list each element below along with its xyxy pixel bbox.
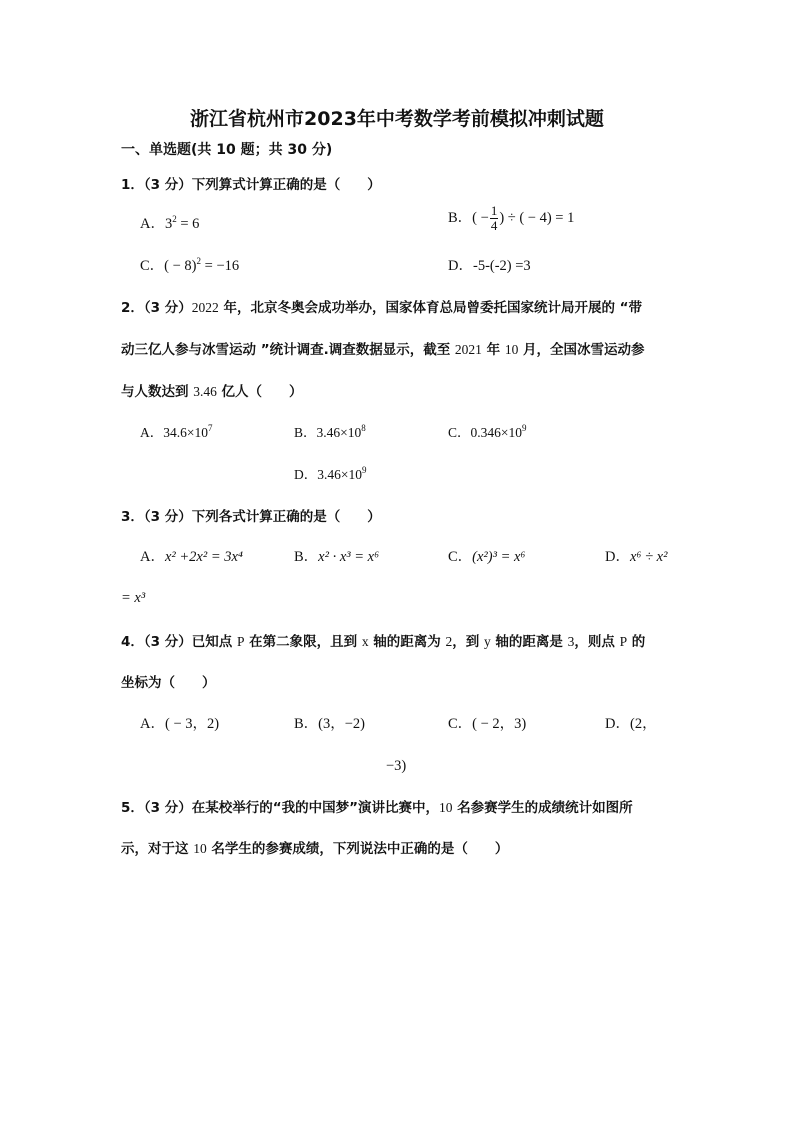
option-label: D． (605, 716, 630, 732)
q2-number-value: 3.46 (193, 384, 217, 399)
q5-count: 10 (438, 800, 453, 815)
q4-text: 4．（3 分）已知点 (121, 634, 237, 650)
math-exponent: 9 (362, 465, 367, 475)
q1-option-b[interactable] (448, 204, 574, 233)
q4-var: P (619, 634, 628, 649)
q3-option-d[interactable] (605, 545, 667, 566)
option-label: D． (605, 549, 630, 565)
q2-option-b[interactable] (294, 421, 366, 441)
q4-text: 轴的距离为 (368, 634, 446, 650)
math-base: 3 (164, 216, 173, 232)
math-exponent: 2 (196, 256, 202, 266)
q5-text: 名学生的参赛成绩，下列说法中正确的是（ ） (206, 841, 509, 857)
math-exponent: 7 (208, 423, 213, 433)
q1-option-c[interactable] (140, 254, 239, 275)
q2-text: 年 (481, 342, 505, 358)
q4-value: 3 (567, 634, 575, 649)
q4-text: 的 (627, 634, 646, 650)
fraction-numerator: 1 (490, 203, 498, 218)
q2-option-c[interactable] (448, 421, 527, 441)
math-expression: x⁶ ÷ x² (629, 549, 668, 565)
q1-stem: 1．（3 分）下列算式计算正确的是（ ） (121, 177, 381, 193)
q4-text: 在第二象限，且到 (244, 634, 362, 650)
q4-option-a[interactable] (140, 712, 219, 733)
option-text: ( − 3，2) (164, 716, 220, 732)
q4-var: P (236, 634, 245, 649)
math-rest: = −16 (201, 258, 240, 274)
option-label: C． (448, 425, 471, 440)
q4-stem-line2: 坐标为（ ） (121, 675, 216, 691)
math-exponent: 9 (522, 423, 527, 433)
math-base: 0.346×10 (470, 425, 523, 440)
q2-month: 10 (504, 342, 519, 357)
q5-text: 示，对于这 (121, 841, 194, 857)
math-prefix: ( − (472, 209, 489, 226)
q2-stem-line2 (121, 338, 645, 358)
q2-year: 2022 (191, 300, 219, 315)
option-label: B． (294, 425, 317, 440)
q3-option-c[interactable] (448, 545, 525, 566)
math-exponent: 8 (361, 423, 366, 433)
q4-option-d-continuation: −3) (386, 758, 407, 774)
option-label: C． (448, 549, 473, 565)
q5-text: 5．（3 分）在某校举行的“我的中国梦”演讲比赛中， (121, 800, 439, 816)
q3-stem: 3．（3 分）下列各式计算正确的是（ ） (121, 509, 381, 525)
option-label: B． (448, 209, 473, 226)
q2-option-a[interactable] (140, 421, 213, 441)
q2-text: 年，北京冬奥会成功举办，国家体育总局曾委托国家统计局开展的 “带 (218, 300, 643, 316)
q2-stem-line3 (121, 380, 303, 400)
q2-stem-line1 (121, 296, 642, 316)
q4-value: 2 (445, 634, 453, 649)
option-label: A． (140, 549, 165, 565)
q2-year: 2021 (454, 342, 482, 357)
math-exponent: 2 (172, 214, 177, 224)
q2-text: 与人数达到 (121, 384, 194, 400)
math-base: 34.6×10 (163, 425, 208, 440)
option-label: A． (140, 216, 165, 232)
q2-text: 亿人（ ） (216, 384, 303, 400)
q5-stem-line2 (121, 837, 508, 857)
math-expression: x² +2x² = 3x⁴ (164, 549, 243, 565)
math-expression: (x²)³ = x⁶ (472, 549, 526, 565)
option-label: B． (294, 716, 319, 732)
q4-stem-line1 (121, 630, 645, 650)
q4-var: y (483, 634, 491, 649)
q2-option-d[interactable] (294, 463, 367, 483)
math-base: 3.46×10 (316, 425, 362, 440)
q4-var: x (361, 634, 369, 649)
option-label: D． (448, 258, 473, 274)
fraction (490, 204, 499, 233)
option-text: (3，−2) (318, 716, 366, 732)
option-label: C． (448, 716, 473, 732)
option-label: B． (294, 549, 319, 565)
q4-option-b[interactable] (294, 712, 365, 733)
option-text: (2， (629, 716, 657, 732)
fraction-denominator: 4 (490, 218, 498, 233)
q2-number: 2．（3 分） (121, 300, 192, 316)
q5-stem-line1 (121, 796, 633, 816)
q3-option-d-continuation: = x³ (121, 590, 146, 606)
option-text: -5-(-2) =3 (472, 258, 531, 274)
q4-text: 轴的距离是 (490, 634, 568, 650)
option-label: D． (294, 467, 318, 482)
math-rest: = 6 (176, 216, 200, 232)
page-title: 浙江省杭州市2023年中考数学考前模拟冲刺试题 (190, 108, 604, 130)
option-text: ( − 2，3) (472, 716, 527, 732)
math-base: ( − 8) (164, 258, 197, 274)
q4-text: ，则点 (574, 634, 620, 650)
math-base: 3.46×10 (317, 467, 362, 482)
q4-option-d[interactable] (605, 712, 657, 733)
q5-text: 名参赛学生的成绩统计如图所 (452, 800, 633, 816)
math-expression: x² · x³ = x⁶ (318, 549, 380, 565)
q3-option-a[interactable] (140, 545, 243, 566)
section-heading: 一、单选题(共 10 题；共 30 分) (121, 142, 333, 158)
option-label: A． (140, 425, 164, 440)
q4-option-c[interactable] (448, 712, 526, 733)
q5-count: 10 (193, 841, 207, 856)
q2-text: 月，全国冰雪运动参 (518, 342, 645, 358)
q1-option-a[interactable] (140, 212, 199, 233)
q1-option-d[interactable] (448, 254, 531, 275)
q4-text: ，到 (452, 634, 484, 650)
math-suffix: ) ÷ ( − 4) = 1 (499, 209, 575, 226)
option-label: C． (140, 258, 165, 274)
q2-text: 动三亿人参与冰雪运动 ”统计调查.调查数据显示，截至 (121, 342, 455, 358)
q3-option-b[interactable] (294, 545, 379, 566)
option-label: A． (140, 716, 165, 732)
